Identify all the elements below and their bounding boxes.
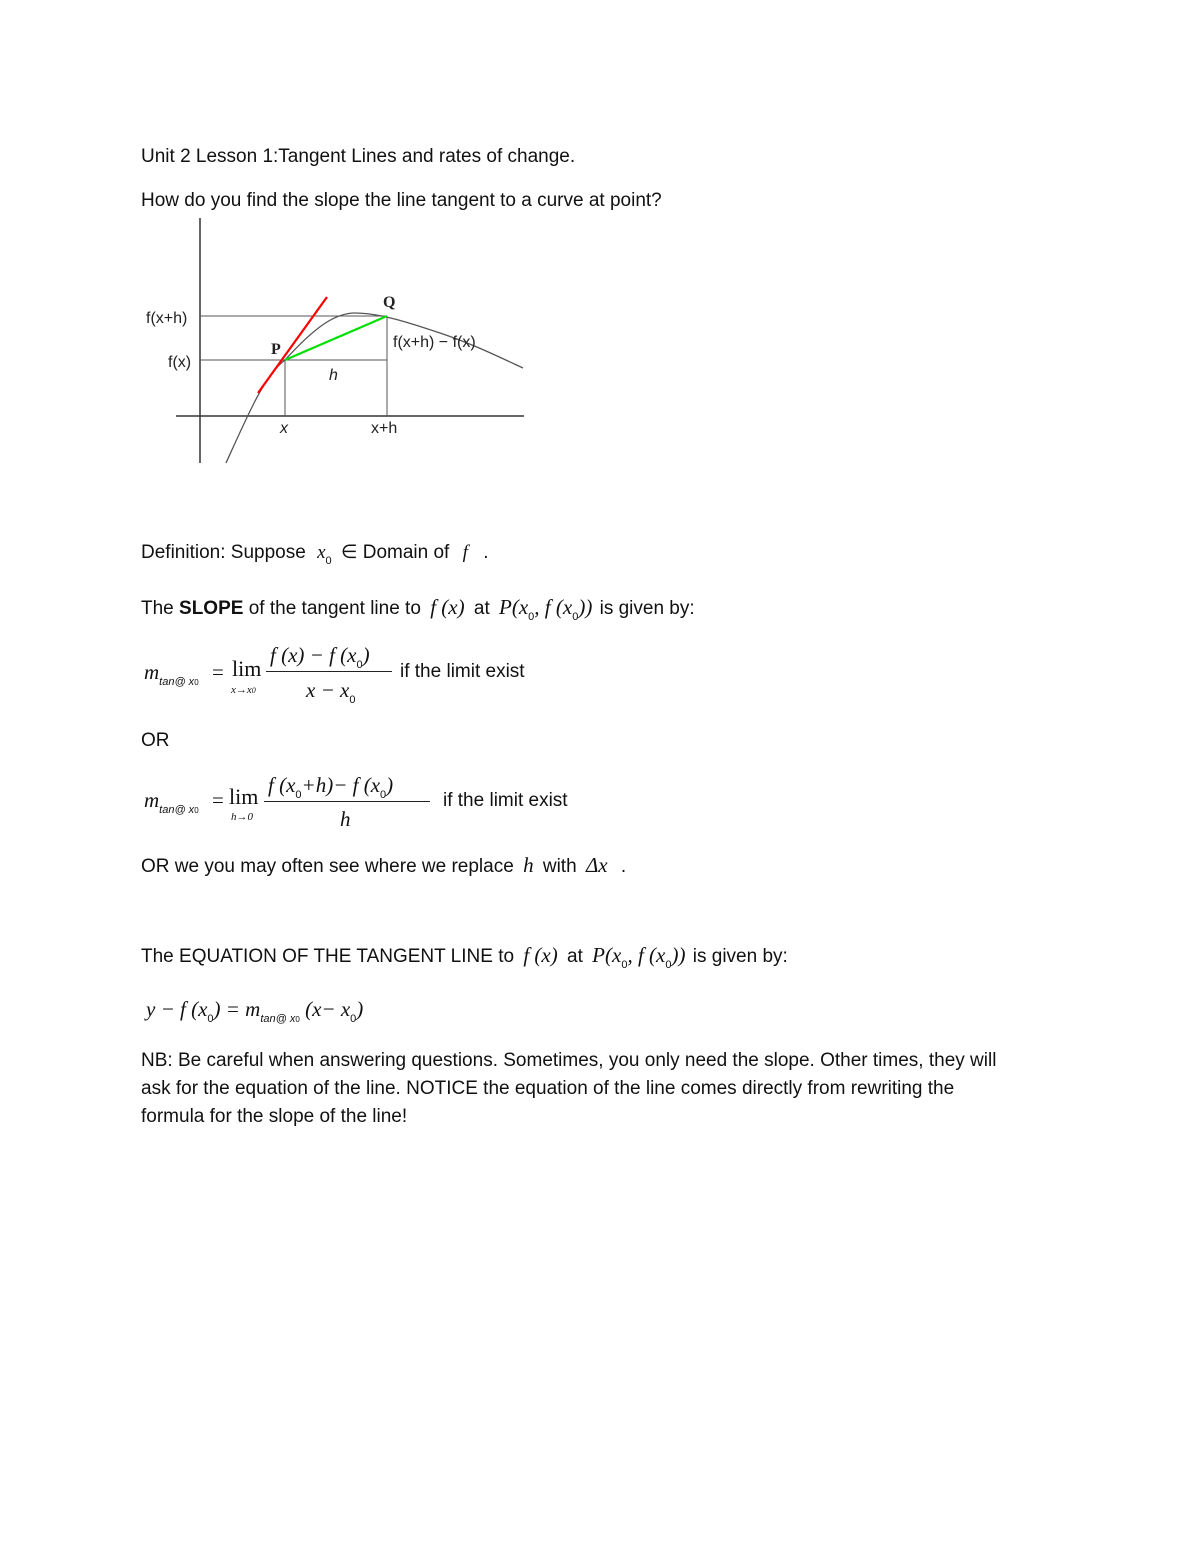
page-title: Unit 2 Lesson 1:Tangent Lines and rates of change.	[141, 146, 576, 167]
definition-prefix: Definition: Suppose	[141, 542, 306, 563]
question-text: How do you find the slope the line tangent to a curve at point?	[141, 190, 662, 211]
formula1-m: $m_{tan@ x0}$	[144, 660, 199, 688]
definition-end: .	[483, 542, 489, 563]
label-h: h	[329, 367, 338, 384]
slope-fx: f (x)	[430, 595, 465, 619]
formula2-lim-sub: h→0	[231, 811, 253, 823]
formula2-m: $m_{tan@ x0}$	[144, 788, 199, 816]
note-line-2: ask for the equation of the line. NOTICE the equation of the line comes directly from rewriting the	[141, 1078, 955, 1099]
formula1-fraction-bar	[266, 671, 392, 672]
slope-point: $P(x_0$, f $(x_0)$)	[499, 595, 593, 623]
or-replace-line: OR we you may often see where we replace h with Δx .	[141, 853, 627, 877]
or2-delta-x: Δx	[585, 853, 608, 877]
equation-fx: f (x)	[523, 943, 558, 967]
label-fx: f(x)	[168, 354, 192, 371]
definition-line	[141, 542, 489, 567]
formula2-lim: lim	[229, 784, 259, 809]
formula2-numerator: f $(x_0+h)- f$ $(x_0)$	[268, 773, 394, 801]
formula1-lim: lim	[232, 656, 262, 681]
curve-fx	[226, 313, 523, 463]
slope-bold: SLOPE	[179, 598, 244, 619]
definition-in: ∈ Domain of	[340, 542, 450, 563]
note-line-3: formula for the slope of the line!	[141, 1106, 408, 1127]
equation-point: $P(x_0$, f $(x_0)$)	[592, 943, 686, 971]
slope-intro-line: The SLOPE of the tangent line to f (x) at $P(x_0$, f $(x_0)$) is given by:	[141, 595, 695, 623]
formula1-lim-sub: x→x0	[231, 684, 256, 696]
label-x-plus-h: x+h	[371, 420, 398, 437]
formula2-denominator: h	[340, 807, 351, 831]
formula2-equals: =	[212, 788, 224, 812]
or-label-1: OR	[141, 730, 170, 751]
secant-line	[285, 316, 387, 360]
formula2-note: if the limit exist	[443, 790, 568, 811]
label-difference: f(x+h) − f(x)	[393, 334, 476, 351]
formula1-denominator: $x - x_0$	[306, 678, 356, 706]
tangent-line	[258, 297, 327, 393]
or2-h: h	[523, 853, 534, 877]
note-line-1: NB: Be careful when answering questions. Sometimes, you only need the slope. Other times, they will	[141, 1050, 997, 1071]
label-x: x	[280, 420, 288, 437]
definition-x0: $x_0$	[317, 542, 332, 567]
formula1-numerator: f (x) − f $(x_0)$	[270, 643, 370, 671]
tangent-secant-figure	[140, 215, 540, 470]
definition-f: f	[462, 542, 468, 563]
label-point-p: P	[271, 341, 281, 358]
tangent-line-equation: y − f $(x_0) = m_{tan@ x0}$ $(x- x_0)$	[146, 997, 364, 1025]
label-point-q: Q	[383, 294, 396, 311]
equation-intro-line: The EQUATION OF THE TANGENT LINE to f (x) at $P(x_0$, f $(x_0)$) is given by:	[141, 943, 788, 971]
label-fxh: f(x+h)	[146, 310, 188, 327]
formula1-note: if the limit exist	[400, 661, 525, 682]
formula1-equals: =	[212, 660, 224, 684]
formula2-fraction-bar	[264, 801, 430, 802]
